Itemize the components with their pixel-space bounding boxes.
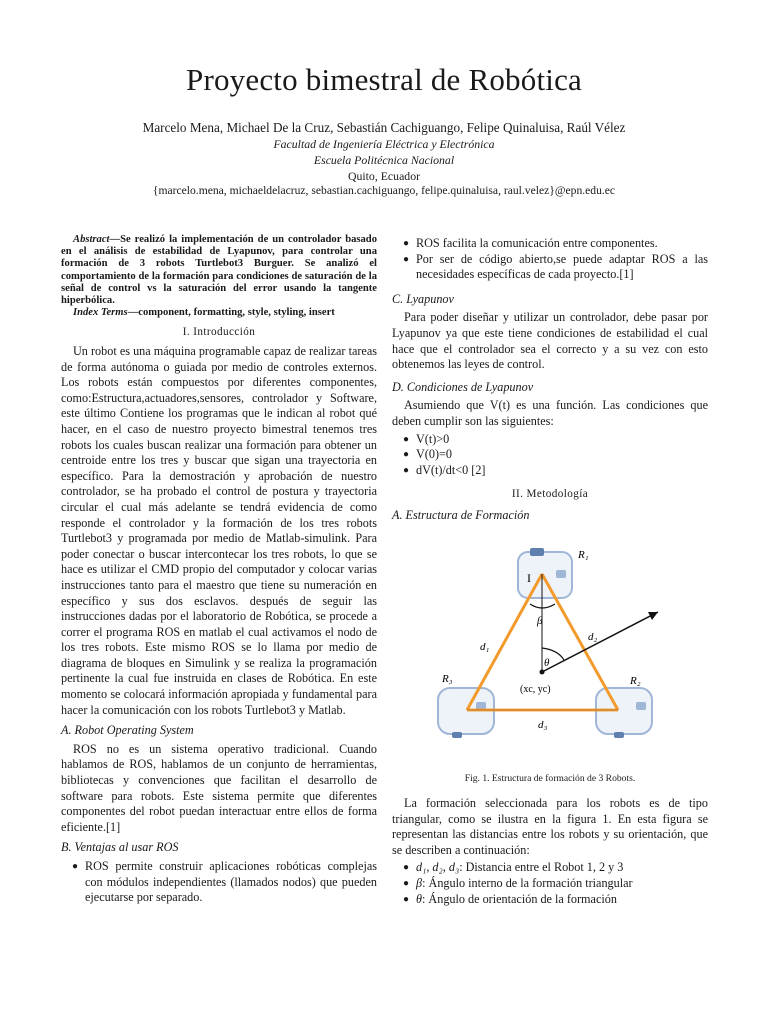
paper-title: Proyecto bimestral de Robótica (186, 62, 582, 97)
d3-label: d₃ (538, 718, 548, 731)
list-item-text: dV(t)/dt<0 [2] (416, 462, 486, 477)
list-item (392, 236, 708, 252)
bullet-icon: ● (72, 861, 79, 873)
list-item-text: ROS permite construir aplicaciones robóticas complejas con módulos independientes (llamados nodos) que pueden ejecutarse por separado. (85, 859, 377, 905)
list-item (61, 859, 377, 906)
abstract-text: —Se realizó la implementación de un controlador basado en el análisis de estabilidad de Lyapunov, para controlar una formación de 3 robots Turtlebot3 Burguer. Se analizó el comportamiento de la formación para condiciones de saturación de la señal de control vs la saturación del error usando la tangente hiperbólica. (61, 234, 377, 307)
robot-r3-icon (438, 688, 494, 738)
bullet-icon: ● (403, 878, 410, 890)
list-item-text: V(t)>0 (416, 431, 450, 446)
list-item-symbol: d₁, d₂, d₃ (416, 860, 460, 875)
index-terms-text: —component, formatting, style, styling, insert (127, 307, 335, 319)
bullet-icon: ● (403, 464, 410, 476)
subsection-heading-ros: A. Robot Operating System (61, 723, 194, 738)
list-item-text: : Ángulo interno de la formación triangular (422, 876, 633, 891)
formation-diagram (392, 532, 708, 767)
intro-paragraph: Un robot es una máquina programable capaz de realizar tareas de forma autónoma o guiada por medio de controles externos. Los robots están compuestos por diferentes componentes, como:Estructura,actuadores,sensores, controlador y Software, este último Contiene los programas que le indican al robot qué hacer, en el caso de nuestro proyecto bimestral tenemos tres robots los cuales buscan realizar una formación para obtener un centroide entre los tres y buscar que sigan una trayectoria en específico. Para la demostración y aprobación de nuestro controlador, se ha probado el control de postura y trayectoria circular el cual más adelante se tendrá evidencia de como responde el controlador y la formación de los tres robots Turtlebot3 y programada por medio de Matlab-simulink. Para poder conectar o buscar intercontecar los tres robots, lo que se hace es utilizar el CMD propio del computador y colocar varias instrucciones tanto para el maestro que tiene su numeración en específico y sus dos esclavos. después de seguir las instrucciones dadas por el laboratorio de Robótica, se procede a correr el programa ROS en matlab el cual activamos el nodo de los tres robots. Este mismo ROS se lo llama por medio de diagrama de bloques en Simulink y se realiza la programación pertinente la cual fue instruida en clases de Robótica. En este momento se colocará información apropiada y fundamental para hacer la comunicación con los robots Turtlebot3 y Matlab. (61, 344, 377, 717)
list-item-symbol: θ (416, 891, 422, 906)
subsection-heading-condiciones: D. Condiciones de Lyapunov (392, 379, 534, 394)
list-item-text: : Ángulo de orientación de la formación (422, 891, 617, 906)
ros-paragraph: ROS no es un sistema operativo tradicional. Cuando hablamos de ROS, hablamos de un conjunto de herramientas, bibliotecas y convenciones que facilitan el desarrollo de software para robots. Este sistema permite que diferentes componentes del robot puedan interactuar entre ellos de forma eficiente.[1] (61, 741, 377, 834)
affiliation-school: Escuela Politécnica Nacional (313, 153, 455, 167)
bullet-icon: ● (403, 238, 410, 249)
abstract-paragraph (61, 234, 377, 307)
list-item (392, 447, 708, 463)
formation-figure (392, 532, 708, 767)
d1-label: d₁ (480, 640, 490, 653)
list-item (392, 860, 708, 876)
section-heading-metodologia: II. Metodología (511, 488, 589, 501)
robot-r1-label: R₁ (578, 548, 589, 561)
list-item-text: V(0)=0 (416, 447, 452, 462)
bullet-icon: ● (403, 433, 410, 445)
abstract-lead: Abstract (73, 234, 110, 245)
affiliation-faculty: Facultad de Ingeniería Eléctrica y Electrónica (273, 137, 495, 151)
formacion-list (392, 860, 708, 907)
lyapunov-paragraph: Para poder diseñar y utilizar un controlador, debe pasar por Lyapunov ya que este tiene condiciones de estabilidad el cual hace que el controlador sea el correcto y a su vez con esto obtenemos las leyes de control. (392, 310, 708, 372)
subsection-heading-estructura: A. Estructura de Formación (392, 507, 530, 522)
ventajas-list-continued (392, 236, 708, 283)
list-item (392, 876, 708, 892)
index-terms (61, 307, 377, 319)
right-column (392, 234, 708, 909)
edge-d2 (542, 574, 618, 710)
condiciones-paragraph: Asumiendo que V(t) es una función. Las condiciones que deben cumplir son las siguientes: (392, 398, 708, 428)
affiliation-city: Quito, Ecuador (347, 169, 421, 183)
d2-label: d₂ (588, 630, 598, 643)
index-terms-lead: Index Terms (73, 307, 128, 319)
robot-r2-icon (596, 688, 652, 738)
beta-label: β (537, 614, 543, 627)
section-heading-introduccion: I. Introducción (182, 326, 256, 339)
bullet-icon: ● (403, 449, 410, 461)
list-item-text: Por ser de código abierto,se puede adaptar ROS a las necesidades específicas de cada proyecto.[1] (416, 251, 708, 282)
subsection-heading-lyapunov: C. Lyapunov (392, 291, 454, 306)
list-item-text: : Distancia entre el Robot 1, 2 y 3 (459, 860, 624, 875)
centroid-point (540, 669, 545, 674)
list-item (392, 463, 708, 479)
condiciones-list (392, 432, 708, 479)
abstract (61, 234, 377, 319)
list-item-text: ROS facilita la comunicación entre componentes. (416, 236, 658, 250)
figure-caption: Fig. 1. Estructura de formación de 3 Robots. (464, 772, 636, 784)
robot-r2-label: R₂ (630, 674, 641, 687)
ventajas-list (61, 859, 377, 906)
robot-r1-marker: I (527, 570, 531, 585)
left-column (61, 234, 377, 908)
centroid-label: (xc, yc) (520, 683, 551, 695)
robot-r3-label: R₃ (442, 672, 453, 685)
subsection-heading-ventajas: B. Ventajas al usar ROS (61, 840, 179, 855)
orientation-arrow (542, 612, 658, 672)
bullet-icon: ● (403, 893, 410, 905)
bullet-icon: ● (403, 253, 410, 265)
list-item-symbol: β (416, 876, 423, 891)
bullet-icon: ● (403, 862, 410, 874)
list-item (392, 432, 708, 448)
author-list: Marcelo Mena, Michael De la Cruz, Sebastián Cachiguango, Felipe Quinaluisa, Raúl Vélez (142, 120, 626, 135)
formacion-paragraph: La formación seleccionada para los robots es de tipo triangular, como se ilustra en la figura 1. En esta figura se representan las distancias entre los robots y su orientación, que se describen a continuación: (392, 796, 708, 857)
theta-label: θ (544, 656, 550, 669)
affiliation-emails: {marcelo.mena, michaeldelacruz, sebastian.cachiguango, felipe.quinaluisa, raul.velez}@epn.edu.ec (152, 184, 616, 197)
list-item (392, 252, 708, 283)
list-item (392, 892, 708, 908)
